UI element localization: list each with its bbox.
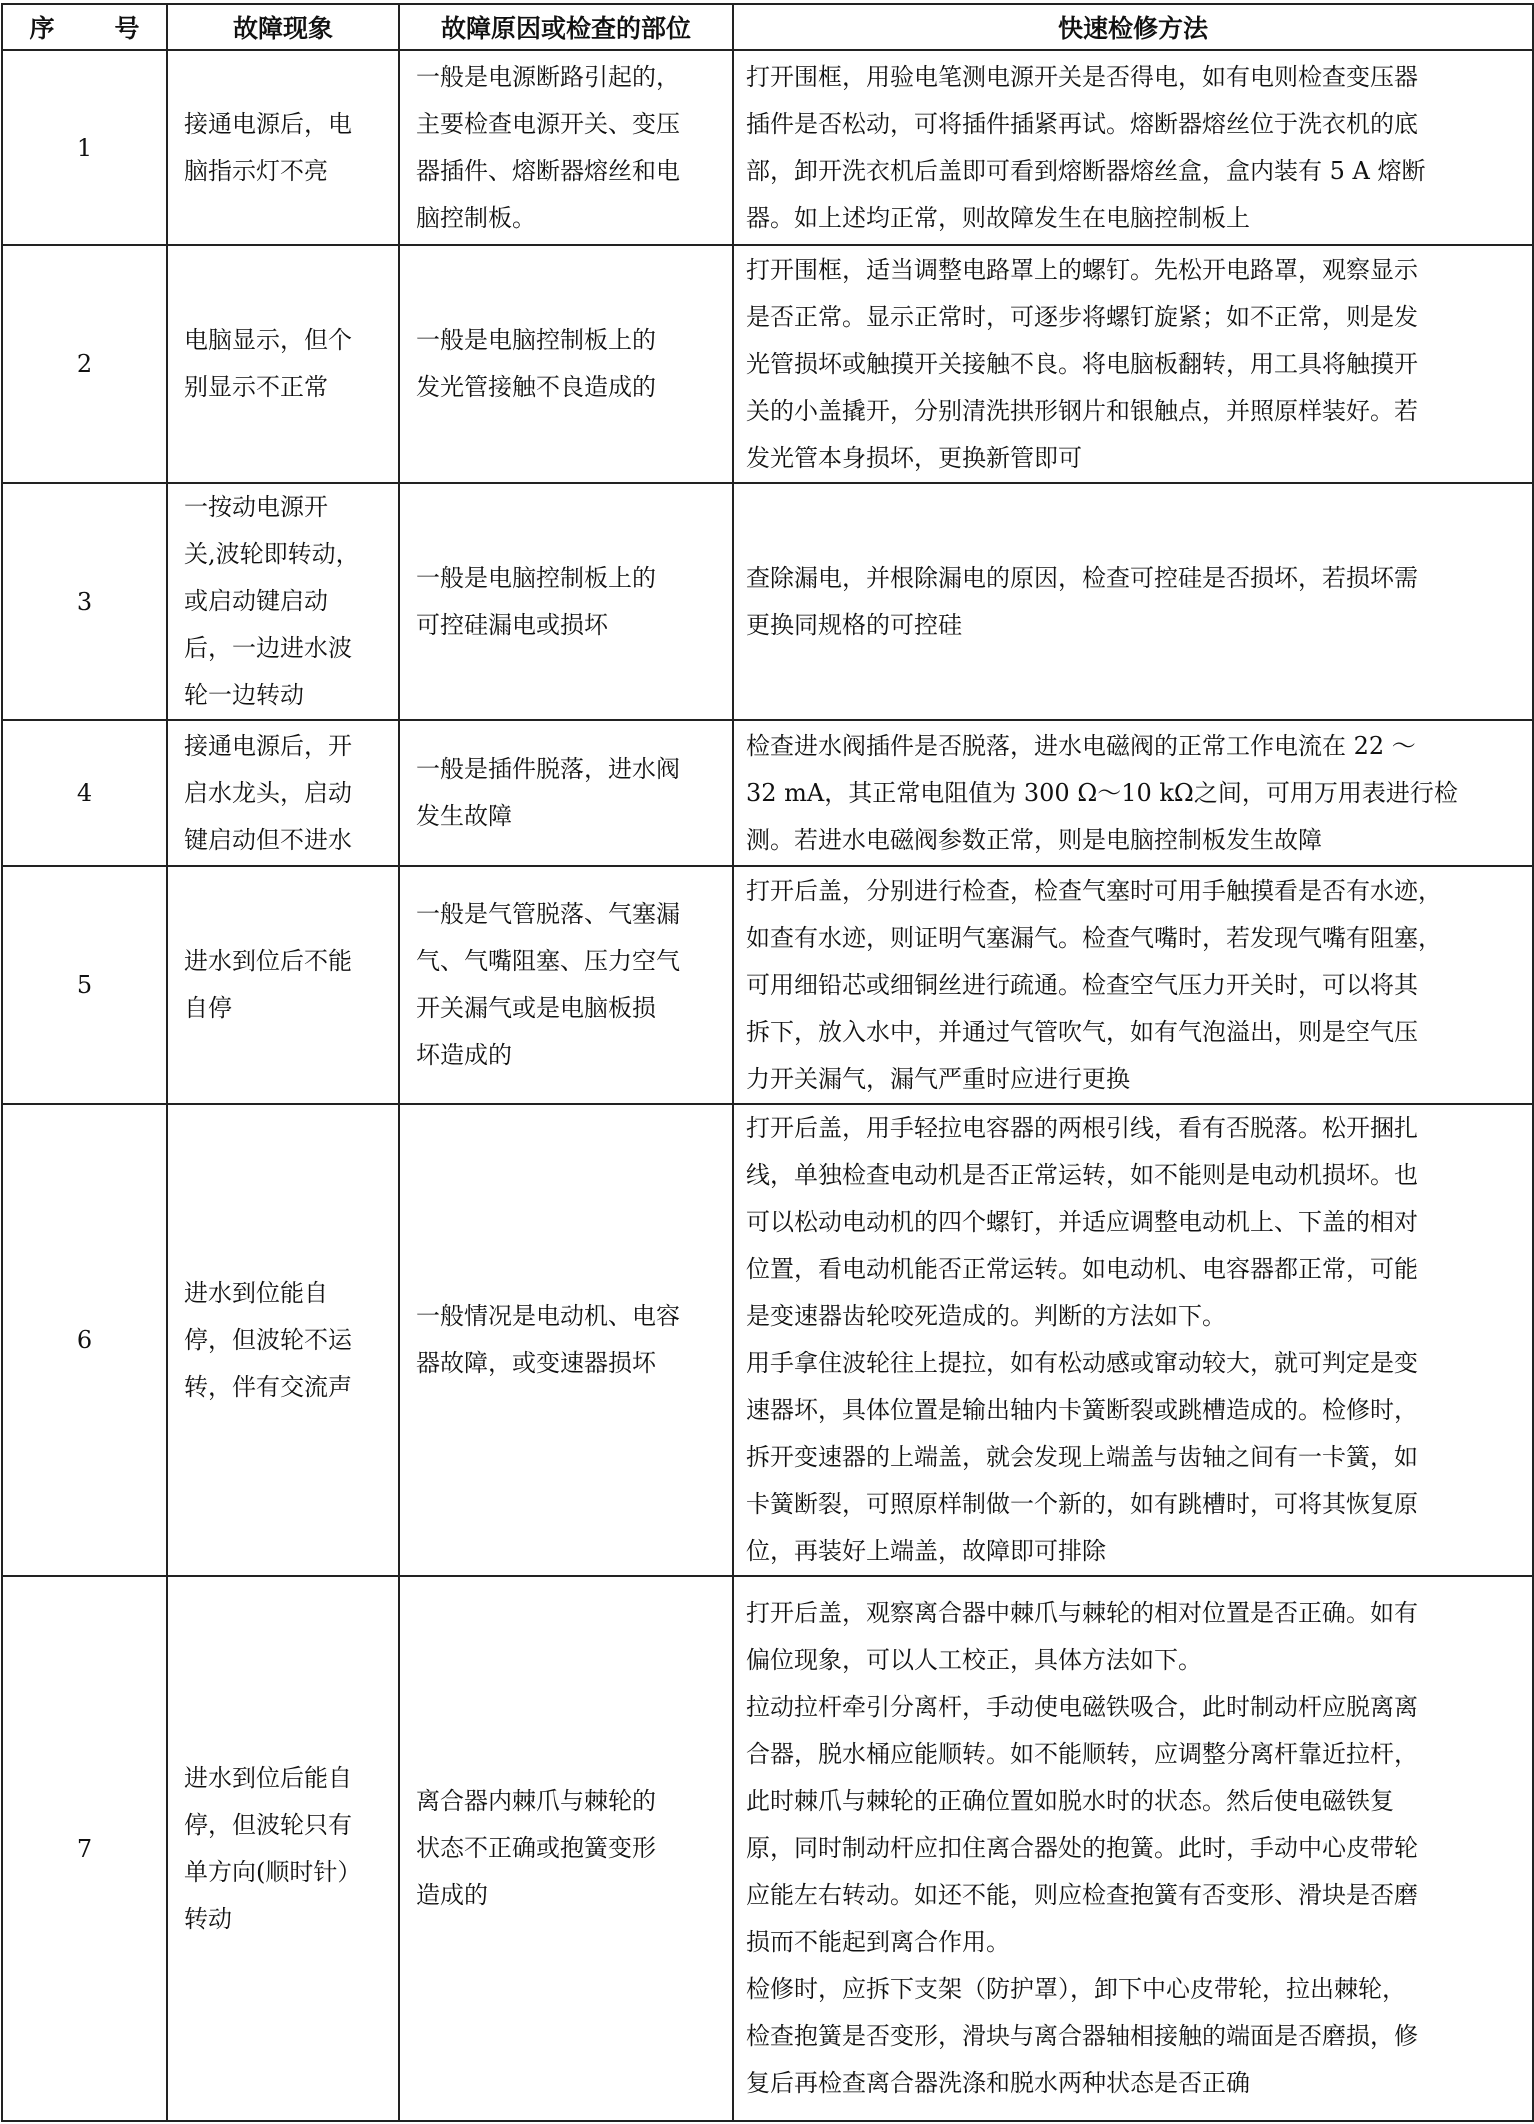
fix-cell-line: 是否正常。显示正常时，可逐步将螺钉旋紧；如不正常，则是发 (746, 302, 1418, 331)
fix-cell-line: 测。若进水电磁阀参数正常，则是电脑控制板发生故障 (746, 825, 1322, 854)
cause-cell-line: 器故障，或变速器损坏 (416, 1349, 656, 1377)
fix-cell-line: 此时棘爪与棘轮的正确位置如脱水时的状态。然后使电磁铁复 (746, 1787, 1394, 1815)
symptom-cell (167, 866, 399, 1104)
fix-cell-line: 器。如上述均正常，则故障发生在电脑控制板上 (746, 203, 1250, 232)
header-fix: 快速检修方法 (733, 4, 1533, 50)
fix-cell-line: 查除漏电，并根除漏电的原因，检查可控硅是否损坏，若损坏需 (746, 563, 1418, 592)
fix-cell-line: 复后再检查离合器洗涤和脱水两种状态是否正确 (746, 2069, 1250, 2097)
cause-cell-line: 一般情况是电动机、电容 (416, 1302, 680, 1330)
cause-cell-line: 一般是电脑控制板上的 (416, 563, 656, 592)
cause-cell (399, 720, 733, 866)
symptom-cell-line: 单方向(顺时针） (184, 1857, 362, 1886)
cause-cell-line: 造成的 (416, 1881, 488, 1909)
header-row (2, 4, 1533, 50)
symptom-cell-line: 接通电源后，电 (184, 109, 352, 138)
cause-cell-line: 脑控制板。 (416, 203, 536, 232)
symptom-cell-line: 轮一边转动 (184, 681, 304, 709)
fix-cell-line: 位，再装好上端盖，故障即可排除 (746, 1537, 1106, 1565)
fix-cell-line: 应能左右转动。如还不能，则应检查抱簧有否变形、滑块是否磨 (746, 1881, 1418, 1909)
symptom-cell-line: 电脑显示，但个 (184, 326, 352, 354)
cause-cell (399, 866, 733, 1104)
symptom-cell-line: 一按动电源开 (184, 493, 328, 521)
symptom-cell (167, 245, 399, 483)
fix-cell-line: 可用细铅芯或细铜丝进行疏通。检查空气压力开关时，可以将其 (746, 970, 1418, 999)
fix-cell-line: 力开关漏气，漏气严重时应进行更换 (746, 1064, 1130, 1093)
symptom-cell-line: 键启动但不进水 (184, 825, 352, 854)
row-number: 7 (2, 1576, 167, 2121)
symptom-cell (167, 720, 399, 866)
symptom-cell (167, 1104, 399, 1576)
header-no-b: 号 (114, 14, 140, 43)
fix-cell-line: 检查抱簧是否变形，滑块与离合器轴相接触的端面是否磨损，修 (746, 2022, 1418, 2050)
cause-cell (399, 1104, 733, 1576)
fix-cell-line: 更换同规格的可控硅 (746, 610, 962, 639)
cause-cell-line: 开关漏气或是电脑板损 (416, 994, 656, 1022)
cause-cell-line: 发光管接触不良造成的 (416, 373, 656, 401)
symptom-cell-line: 进水到位后能自 (184, 1763, 352, 1792)
cause-cell-line: 发生故障 (416, 802, 512, 830)
symptom-cell-line: 转，伴有交流声 (184, 1372, 352, 1401)
cause-cell-line: 一般是插件脱落，进水阀 (416, 755, 680, 783)
row-number: 3 (2, 483, 167, 720)
fix-cell-line: 卡簧断裂，可照原样制做一个新的，如有跳槽时，可将其恢复原 (746, 1490, 1418, 1518)
table-row (2, 720, 1533, 866)
fix-cell-line: 可以松动电动机的四个螺钉，并适应调整电动机上、下盖的相对 (746, 1208, 1418, 1236)
cause-cell (399, 483, 733, 720)
symptom-cell-line: 后，一边进水波 (184, 634, 352, 662)
table-body (2, 50, 1533, 2121)
row-number: 2 (2, 245, 167, 483)
fix-cell-line: 位置，看电动机能否正常运转。如电动机、电容器都正常，可能 (746, 1255, 1418, 1283)
fix-cell-line: 发光管本身损坏，更换新管即可 (746, 443, 1082, 472)
fix-cell-line: 打开后盖，观察离合器中棘爪与棘轮的相对位置是否正确。如有 (746, 1599, 1418, 1627)
symptom-cell-line: 启水龙头，启动 (184, 778, 352, 807)
fault-table (1, 3, 1534, 2122)
table-row (2, 483, 1533, 720)
fix-cell-line: 关的小盖撬开，分别清洗拱形钢片和银触点，并照原样装好。若 (746, 396, 1418, 425)
fix-cell-line: 插件是否松动，可将插件插紧再试。熔断器熔丝位于洗衣机的底 (746, 109, 1418, 138)
cause-cell-line: 一般是电源断路引起的， (416, 62, 680, 91)
fix-cell-line: 原，同时制动杆应扣住离合器处的抱簧。此时，手动中心皮带轮 (746, 1834, 1418, 1862)
header-symptom: 故障现象 (167, 4, 399, 50)
table-row (2, 1576, 1533, 2121)
symptom-cell (167, 50, 399, 245)
fix-cell (733, 866, 1533, 1104)
fix-cell-line: 检修时，应拆下支架（防护罩），卸下中心皮带轮，拉出棘轮， (746, 1975, 1406, 2003)
fix-cell-line: 拆下，放入水中，并通过气管吹气，如有气泡溢出，则是空气压 (746, 1017, 1418, 1046)
symptom-cell (167, 483, 399, 720)
fix-cell-line: 偏位现象，可以人工校正，具体方法如下。 (746, 1646, 1202, 1674)
cause-cell (399, 1576, 733, 2121)
symptom-cell-line: 进水到位后不能 (184, 947, 352, 975)
header-no (2, 4, 167, 50)
cause-cell-line: 坏造成的 (416, 1041, 512, 1069)
fix-cell-line: 损而不能起到离合作用。 (746, 1928, 1010, 1956)
fix-cell-line: 打开后盖，用手轻拉电容器的两根引线，看有否脱落。松开捆扎 (746, 1114, 1418, 1142)
header-cause: 故障原因或检查的部位 (399, 4, 733, 50)
fix-cell-line: 合器，脱水桶应能顺转。如不能顺转，应调整分离杆靠近拉杆， (746, 1740, 1418, 1768)
cause-cell-line: 离合器内棘爪与棘轮的 (416, 1787, 656, 1815)
cause-cell-line: 器插件、熔断器熔丝和电 (416, 156, 680, 185)
fix-cell-line: 部，卸开洗衣机后盖即可看到熔断器熔丝盒，盒内装有 5 A 熔断 (746, 156, 1426, 185)
cause-cell (399, 50, 733, 245)
fix-cell-line: 32 mA，其正常电阻值为 300 Ω～10 kΩ之间，可用万用表进行检 (746, 778, 1458, 807)
cause-cell-line: 一般是气管脱落、气塞漏 (416, 900, 680, 928)
symptom-cell-line: 或启动键启动 (184, 587, 328, 615)
symptom-cell-line: 停，但波轮不运 (184, 1325, 352, 1354)
symptom-cell-line: 进水到位能自 (184, 1278, 328, 1307)
fix-cell-line: 如查有水迹，则证明气塞漏气。检查气嘴时，若发现气嘴有阻塞， (746, 923, 1442, 952)
fix-cell (733, 1104, 1533, 1576)
symptom-cell (167, 1576, 399, 2121)
row-number: 6 (2, 1104, 167, 1576)
row-number: 1 (2, 50, 167, 245)
fix-cell (733, 50, 1533, 245)
symptom-cell-line: 脑指示灯不亮 (184, 156, 328, 185)
symptom-cell-line: 别显示不正常 (184, 373, 328, 401)
symptom-cell-line: 自停 (184, 994, 232, 1022)
cause-cell-line: 气、气嘴阻塞、压力空气 (416, 947, 680, 975)
fix-cell-line: 速器坏，具体位置是输出轴内卡簧断裂或跳槽造成的。检修时， (746, 1396, 1418, 1424)
fix-cell (733, 720, 1533, 866)
fix-cell (733, 483, 1533, 720)
symptom-cell-line: 接通电源后，开 (184, 731, 352, 760)
fix-cell-line: 拆开变速器的上端盖，就会发现上端盖与齿轴之间有一卡簧，如 (746, 1443, 1418, 1471)
fix-cell-line: 打开后盖，分别进行检查，检查气塞时可用手触摸看是否有水迹， (746, 876, 1442, 905)
symptom-cell-line: 关,波轮即转动， (184, 540, 360, 568)
symptom-cell-line: 停，但波轮只有 (184, 1810, 352, 1839)
row-number: 5 (2, 866, 167, 1104)
table-row (2, 50, 1533, 245)
table-row (2, 866, 1533, 1104)
cause-cell-line: 可控硅漏电或损坏 (416, 610, 608, 639)
row-number: 4 (2, 720, 167, 866)
fix-cell-line: 线，单独检查电动机是否正常运转，如不能则是电动机损坏。也 (746, 1161, 1418, 1189)
header-no-a: 序 (29, 14, 55, 43)
fix-cell (733, 245, 1533, 483)
table-row (2, 245, 1533, 483)
cause-cell-line: 主要检查电源开关、变压 (416, 109, 680, 138)
fix-cell (733, 1576, 1533, 2121)
cause-cell-line: 一般是电脑控制板上的 (416, 326, 656, 354)
fix-cell-line: 用手拿住波轮往上提拉，如有松动感或窜动较大，就可判定是变 (746, 1349, 1418, 1377)
cause-cell-line: 状态不正确或抱簧变形 (416, 1834, 656, 1862)
fix-cell-line: 是变速器齿轮咬死造成的。判断的方法如下。 (746, 1302, 1226, 1330)
fix-cell-line: 光管损坏或触摸开关接触不良。将电脑板翻转，用工具将触摸开 (746, 349, 1418, 378)
symptom-cell-line: 转动 (184, 1904, 232, 1933)
cause-cell (399, 245, 733, 483)
fix-cell-line: 拉动拉杆牵引分离杆，手动使电磁铁吸合，此时制动杆应脱离离 (746, 1693, 1418, 1721)
fix-cell-line: 打开围框，用验电笔测电源开关是否得电，如有电则检查变压器 (746, 62, 1418, 91)
fix-cell-line: 打开围框，适当调整电路罩上的螺钉。先松开电路罩，观察显示 (746, 255, 1418, 284)
fix-cell-line: 检查进水阀插件是否脱落，进水电磁阀的正常工作电流在 22 ～ (746, 731, 1416, 760)
table-row (2, 1104, 1533, 1576)
